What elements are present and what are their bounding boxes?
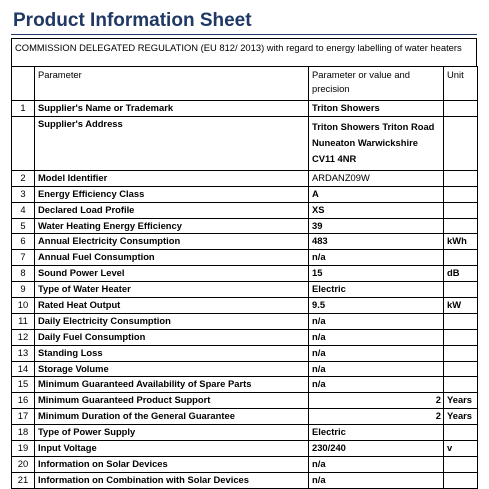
table-row: [12, 345, 478, 361]
row-value: Electric: [309, 282, 444, 298]
header-parameter: Parameter: [35, 67, 309, 101]
product-information-sheet: [11, 38, 477, 489]
row-number: 11: [12, 313, 35, 329]
row-value: 39: [309, 218, 444, 234]
parameters-table: [11, 66, 478, 489]
row-unit: [444, 329, 478, 345]
row-parameter: Information on Solar Devices: [35, 456, 309, 472]
row-parameter: Water Heating Energy Efficiency: [35, 218, 309, 234]
row-parameter: Daily Electricity Consumption: [35, 313, 309, 329]
row-unit: Years: [444, 409, 478, 425]
row-number: 15: [12, 377, 35, 393]
row-parameter: Type of Water Heater: [35, 282, 309, 298]
row-value: Triton Showers: [309, 101, 444, 117]
row-unit: dB: [444, 266, 478, 282]
row-parameter: Supplier's Name or Trademark: [35, 101, 309, 117]
title-divider: [11, 34, 477, 35]
row-number: 16: [12, 393, 35, 409]
regulation-heading: COMMISSION DELEGATED REGULATION (EU 812/ 2013) with regard to energy labelling of water heaters: [11, 38, 477, 66]
row-unit: [444, 186, 478, 202]
row-parameter: Supplier's Address: [35, 116, 309, 170]
row-number: 3: [12, 186, 35, 202]
row-unit: kWh: [444, 234, 478, 250]
row-value: 9.5: [309, 298, 444, 314]
row-value: 2: [309, 393, 444, 409]
row-value: n/a: [309, 472, 444, 488]
row-parameter: Annual Electricity Consumption: [35, 234, 309, 250]
row-parameter: Rated Heat Output: [35, 298, 309, 314]
table-row: [12, 425, 478, 441]
row-unit: [444, 472, 478, 488]
row-number: 18: [12, 425, 35, 441]
row-value: XS: [309, 202, 444, 218]
row-number: 10: [12, 298, 35, 314]
row-number: 20: [12, 456, 35, 472]
row-number: 17: [12, 409, 35, 425]
row-number: [12, 116, 35, 170]
row-number: 8: [12, 266, 35, 282]
table-row: [12, 456, 478, 472]
row-parameter: Minimum Guaranteed Product Support: [35, 393, 309, 409]
table-row: [12, 234, 478, 250]
row-unit: [444, 313, 478, 329]
row-unit: [444, 361, 478, 377]
row-unit: kW: [444, 298, 478, 314]
row-number: 12: [12, 329, 35, 345]
row-parameter: Minimum Guaranteed Availability of Spare Parts: [35, 377, 309, 393]
row-number: 2: [12, 170, 35, 186]
header-number-cell: [12, 67, 35, 101]
row-unit: [444, 425, 478, 441]
table-row: [12, 377, 478, 393]
row-value: n/a: [309, 377, 444, 393]
row-unit: Years: [444, 393, 478, 409]
row-unit: [444, 250, 478, 266]
row-number: 13: [12, 345, 35, 361]
row-unit: [444, 101, 478, 117]
row-unit: [444, 202, 478, 218]
row-parameter: Sound Power Level: [35, 266, 309, 282]
table-row: [12, 186, 478, 202]
row-number: 21: [12, 472, 35, 488]
row-unit: [444, 377, 478, 393]
row-parameter: Annual Fuel Consumption: [35, 250, 309, 266]
row-number: 19: [12, 441, 35, 457]
table-row: [12, 393, 478, 409]
header-unit: Unit: [444, 67, 478, 101]
row-parameter: Standing Loss: [35, 345, 309, 361]
header-value: Parameter or value and precision: [309, 67, 444, 101]
row-unit: v: [444, 441, 478, 457]
row-unit: [444, 345, 478, 361]
row-value: n/a: [309, 361, 444, 377]
row-parameter: Storage Volume: [35, 361, 309, 377]
row-value: n/a: [309, 345, 444, 361]
row-unit: [444, 170, 478, 186]
row-parameter: Declared Load Profile: [35, 202, 309, 218]
table-header-row: [12, 67, 478, 101]
table-row: [12, 441, 478, 457]
row-value: n/a: [309, 329, 444, 345]
row-number: 9: [12, 282, 35, 298]
row-number: 6: [12, 234, 35, 250]
table-row: [12, 298, 478, 314]
row-value: n/a: [309, 250, 444, 266]
row-unit: [444, 282, 478, 298]
row-unit: [444, 116, 478, 170]
row-parameter: Model Identifier: [35, 170, 309, 186]
row-value: n/a: [309, 313, 444, 329]
row-value: 2: [309, 409, 444, 425]
row-value: 483: [309, 234, 444, 250]
row-value: Electric: [309, 425, 444, 441]
table-row: [12, 313, 478, 329]
table-row: [12, 472, 478, 488]
row-parameter: Input Voltage: [35, 441, 309, 457]
row-number: 4: [12, 202, 35, 218]
table-row: [12, 329, 478, 345]
row-number: 14: [12, 361, 35, 377]
row-parameter: Minimum Duration of the General Guarantee: [35, 409, 309, 425]
table-row: [12, 409, 478, 425]
table-row: [12, 266, 478, 282]
row-value: A: [309, 186, 444, 202]
row-unit: [444, 456, 478, 472]
row-parameter: Type of Power Supply: [35, 425, 309, 441]
row-value: Triton Showers Triton Road Nuneaton Warwickshire CV11 4NR: [309, 116, 444, 170]
row-number: 5: [12, 218, 35, 234]
table-row: [12, 361, 478, 377]
row-value: 230/240: [309, 441, 444, 457]
row-unit: [444, 218, 478, 234]
table-row: [12, 116, 478, 170]
row-parameter: Energy Efficiency Class: [35, 186, 309, 202]
row-value: ARDANZ09W: [309, 170, 444, 186]
table-row: [12, 282, 478, 298]
row-number: 7: [12, 250, 35, 266]
row-number: 1: [12, 101, 35, 117]
row-parameter: Daily Fuel Consumption: [35, 329, 309, 345]
table-row: [12, 250, 478, 266]
table-row: [12, 101, 478, 117]
row-parameter: Information on Combination with Solar Devices: [35, 472, 309, 488]
row-value: n/a: [309, 456, 444, 472]
row-value: 15: [309, 266, 444, 282]
table-row: [12, 218, 478, 234]
table-row: [12, 170, 478, 186]
page-title: Product Information Sheet: [13, 10, 252, 31]
table-row: [12, 202, 478, 218]
